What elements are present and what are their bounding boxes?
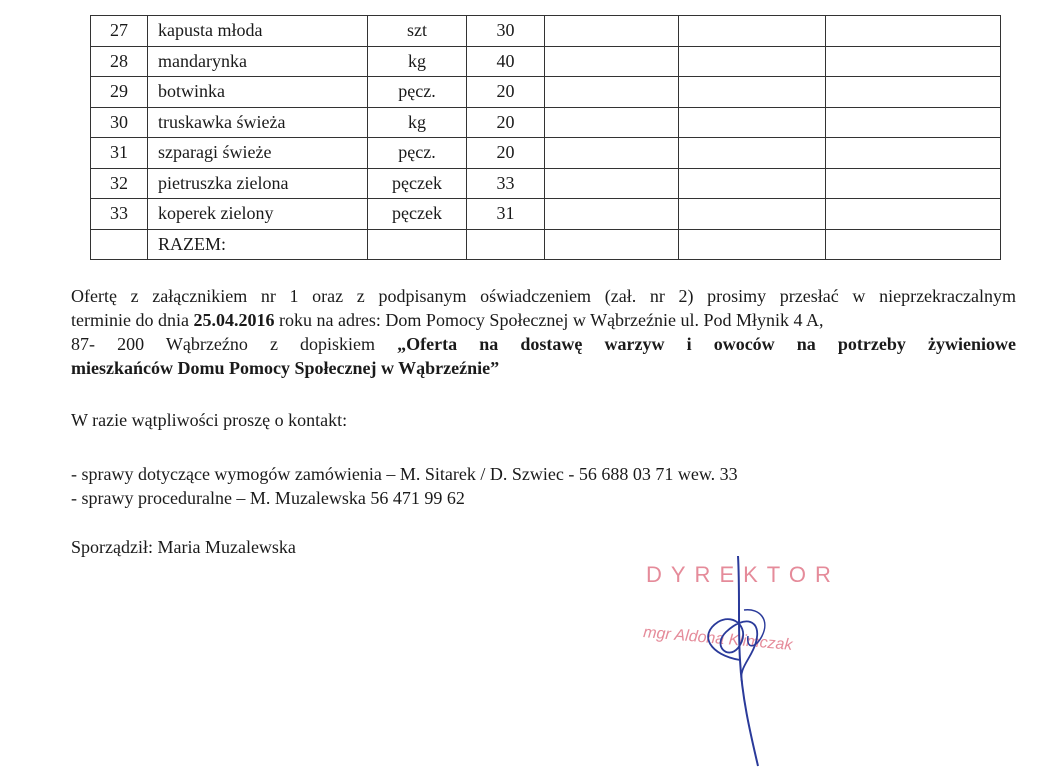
empty-cell (679, 199, 826, 230)
table-row (91, 168, 1001, 199)
empty-cell (545, 229, 679, 260)
product-name: kapusta młoda (148, 16, 368, 47)
contact-list (71, 462, 1016, 510)
row-number: 29 (91, 77, 148, 108)
table-row (91, 16, 1001, 47)
empty-cell (826, 138, 1001, 169)
empty-cell (545, 46, 679, 77)
table-row (91, 138, 1001, 169)
empty-cell (679, 46, 826, 77)
empty-cell (679, 77, 826, 108)
product-name: mandarynka (148, 46, 368, 77)
quantity: 40 (467, 46, 545, 77)
offer-line-2-start: terminie do dnia (71, 310, 194, 330)
table-row (91, 77, 1001, 108)
empty-cell (826, 229, 1001, 260)
unit: pęcz. (368, 138, 467, 169)
row-number: 28 (91, 46, 148, 77)
unit: kg (368, 107, 467, 138)
offer-instructions (71, 284, 1016, 380)
total-row (91, 229, 1001, 260)
quantity: 20 (467, 107, 545, 138)
handwritten-signature (690, 550, 810, 768)
empty-cell (467, 229, 545, 260)
offer-line-2-end: roku na adres: Dom Pomocy Społecznej w Wąbrzeźnie ul. Pod Młynik 4 A, (274, 310, 824, 330)
table-row (91, 199, 1001, 230)
empty-cell (545, 16, 679, 47)
product-name: koperek zielony (148, 199, 368, 230)
empty-cell (826, 77, 1001, 108)
empty-cell (545, 199, 679, 230)
prepared-by: Sporządził: Maria Muzalewska (71, 537, 296, 557)
empty-cell (826, 16, 1001, 47)
offer-title-part-1: „Oferta na dostawę warzyw i owoców na potrzeby żywieniowe (397, 334, 1016, 354)
contact-line-requirements: - sprawy dotyczące wymogów zamówienia – M. Sitarek / D. Szwiec - 56 688 03 71 wew. 33 (71, 464, 738, 484)
offer-line-3-start: 87- 200 Wąbrzeźno z dopiskiem (71, 334, 398, 354)
empty-cell (679, 107, 826, 138)
stamp-name: mgr Aldona Klimczak (642, 624, 794, 654)
unit: kg (368, 46, 467, 77)
table-row (91, 107, 1001, 138)
unit: pęczek (368, 199, 467, 230)
product-name: szparagi świeże (148, 138, 368, 169)
quantity: 20 (467, 77, 545, 108)
quantity: 33 (467, 168, 545, 199)
empty-cell (91, 229, 148, 260)
offer-line-4 (71, 356, 1016, 380)
contact-line-procedural: - sprawy proceduralne – M. Muzalewska 56 471 99 62 (71, 488, 465, 508)
empty-cell (545, 107, 679, 138)
row-number: 27 (91, 16, 148, 47)
empty-cell (679, 138, 826, 169)
product-name: pietruszka zielona (148, 168, 368, 199)
empty-cell (826, 168, 1001, 199)
row-number: 31 (91, 138, 148, 169)
quantity: 20 (467, 138, 545, 169)
row-number: 30 (91, 107, 148, 138)
unit: pęcz. (368, 77, 467, 108)
empty-cell (545, 77, 679, 108)
quantity: 30 (467, 16, 545, 47)
row-number: 32 (91, 168, 148, 199)
product-name: truskawka świeża (148, 107, 368, 138)
empty-cell (826, 46, 1001, 77)
offer-title-part-2: mieszkańców Domu Pomocy Społecznej w Wąbrzeźnie” (71, 358, 500, 378)
empty-cell (545, 138, 679, 169)
unit: szt (368, 16, 467, 47)
unit: pęczek (368, 168, 467, 199)
empty-cell (679, 16, 826, 47)
row-number: 33 (91, 199, 148, 230)
empty-cell (368, 229, 467, 260)
table-row (91, 46, 1001, 77)
offer-line-1: Ofertę z załącznikiem nr 1 oraz z podpisanym oświadczeniem (zał. nr 2) prosimy przesłać w nieprzekraczalnym (71, 286, 1016, 306)
total-label: RAZEM: (148, 229, 368, 260)
offer-line-2 (71, 308, 1016, 332)
product-name: botwinka (148, 77, 368, 108)
offer-deadline: 25.04.2016 (193, 310, 275, 330)
empty-cell (826, 107, 1001, 138)
empty-cell (545, 168, 679, 199)
offer-line-3 (71, 332, 1016, 356)
empty-cell (679, 168, 826, 199)
stamp-title: DYREKTOR (646, 562, 840, 587)
quantity: 31 (467, 199, 545, 230)
empty-cell (826, 199, 1001, 230)
contact-intro: W razie wątpliwości proszę o kontakt: (71, 410, 348, 430)
empty-cell (679, 229, 826, 260)
items-table (90, 15, 1001, 260)
